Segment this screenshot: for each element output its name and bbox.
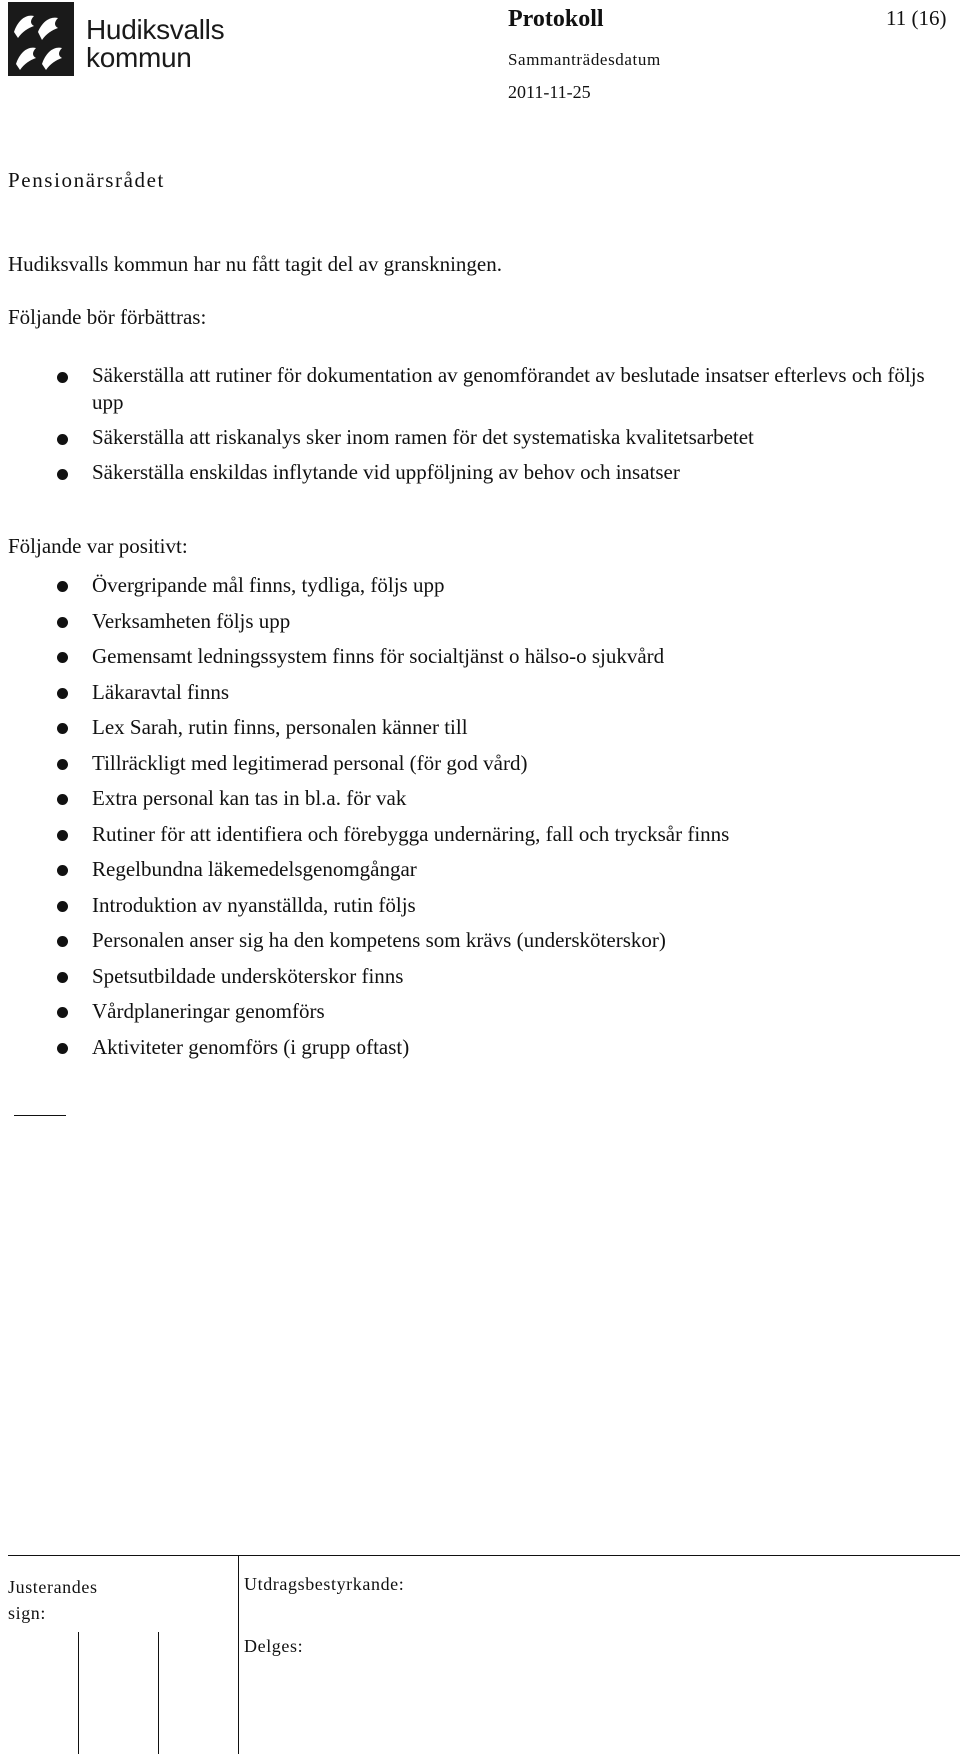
list-item-text: Gemensamt ledningssystem finns för socialtjänst o hälso-o sjukvård — [92, 644, 665, 668]
signature-divider — [238, 1556, 239, 1754]
sign-label: sign: — [8, 1603, 47, 1623]
positive-heading: Följande var positivt: — [8, 534, 188, 558]
improve-heading: Följande bör förbättras: — [8, 305, 207, 329]
bullet-icon — [57, 434, 68, 445]
bullet-icon — [57, 1007, 68, 1018]
list-item — [8, 424, 938, 451]
list-item — [8, 959, 938, 995]
list-item-text: Tillräckligt med legitimerad personal (för god vård) — [92, 750, 528, 775]
list-item-text: Säkerställa att rutiner för dokumentation av genomförandet av beslutade insatser efterlevs och följs upp — [92, 363, 925, 414]
list-item-text: Personalen anser sig ha den kompetens som krävs (undersköterskor) — [92, 928, 666, 952]
page-number: 11 (16) — [886, 6, 947, 30]
bullet-icon — [57, 972, 68, 983]
document-type: Protokoll — [508, 6, 604, 32]
bullet-icon — [57, 617, 68, 628]
list-item-text: Rutiner för att identifiera och förebygga undernäring, fall och trycksår finns — [92, 821, 730, 846]
justerandes-sign-label — [8, 1574, 98, 1626]
bullet-icon — [57, 936, 68, 947]
list-item-text: Extra personal kan tas in bl.a. för vak — [92, 786, 407, 810]
list-item-text: Spetsutbildade undersköterskor finns — [92, 963, 404, 988]
improve-list — [8, 362, 938, 494]
list-item — [8, 994, 938, 1030]
list-item — [8, 459, 938, 486]
list-item — [8, 888, 938, 924]
section-title: Pensionärsrådet — [8, 168, 165, 192]
list-item-text: Regelbundna läkemedelsgenomgångar — [92, 857, 417, 881]
bullet-icon — [57, 688, 68, 699]
bullet-icon — [57, 794, 68, 805]
bullet-icon — [57, 830, 68, 841]
list-item — [8, 817, 938, 853]
delges-label: Delges: — [244, 1636, 304, 1656]
list-item-text: Säkerställa enskildas inflytande vid uppföljning av behov och insatser — [92, 460, 680, 484]
bullet-icon — [57, 1043, 68, 1054]
municipality-logo-icon — [8, 2, 74, 76]
list-item-text: Övergripande mål finns, tydliga, följs upp — [92, 573, 445, 597]
list-item-text: Lex Sarah, rutin finns, personalen känner till — [92, 715, 468, 739]
list-item-text: Säkerställa att riskanalys sker inom ramen för det systematiska kvalitetsarbetet — [92, 425, 754, 449]
list-item — [8, 1030, 938, 1066]
bullet-icon — [57, 372, 68, 383]
bullet-icon — [57, 901, 68, 912]
bullet-icon — [57, 581, 68, 592]
list-item — [8, 675, 938, 711]
intro-paragraph: Hudiksvalls kommun har nu fått tagit del av granskningen. — [8, 252, 502, 276]
list-item — [8, 710, 938, 746]
list-item — [8, 923, 938, 959]
positive-list — [8, 568, 938, 1065]
list-item-text: Introduktion av nyanställda, rutin följs — [92, 892, 416, 917]
list-item — [8, 639, 938, 675]
bullet-icon — [57, 723, 68, 734]
logo-line-1: Hudiksvalls — [86, 14, 225, 45]
meeting-date: 2011-11-25 — [508, 82, 591, 102]
separator-rule — [14, 1115, 66, 1116]
list-item-text: Aktiviteter genomförs (i grupp oftast) — [92, 1034, 410, 1059]
signature-divider — [78, 1632, 79, 1754]
list-item — [8, 746, 938, 782]
bullet-icon — [57, 759, 68, 770]
list-item-text: Vårdplaneringar genomförs — [92, 999, 325, 1023]
utdragsbestyrkande-label: Utdragsbestyrkande: — [244, 1574, 405, 1594]
signature-divider — [158, 1632, 159, 1754]
logo-wordmark — [86, 16, 224, 72]
justerandes-label: Justerandes — [8, 1577, 98, 1597]
footer-rule — [8, 1555, 960, 1556]
logo-line-2: kommun — [86, 42, 192, 73]
bullet-icon — [57, 652, 68, 663]
list-item-text: Verksamheten följs upp — [92, 608, 291, 633]
bullet-icon — [57, 865, 68, 876]
list-item — [8, 781, 938, 817]
list-item — [8, 568, 938, 604]
list-item — [8, 362, 938, 416]
list-item — [8, 604, 938, 640]
meeting-date-label: Sammanträdesdatum — [508, 50, 661, 69]
list-item — [8, 852, 938, 888]
bullet-icon — [57, 469, 68, 480]
list-item-text: Läkaravtal finns — [92, 679, 230, 704]
